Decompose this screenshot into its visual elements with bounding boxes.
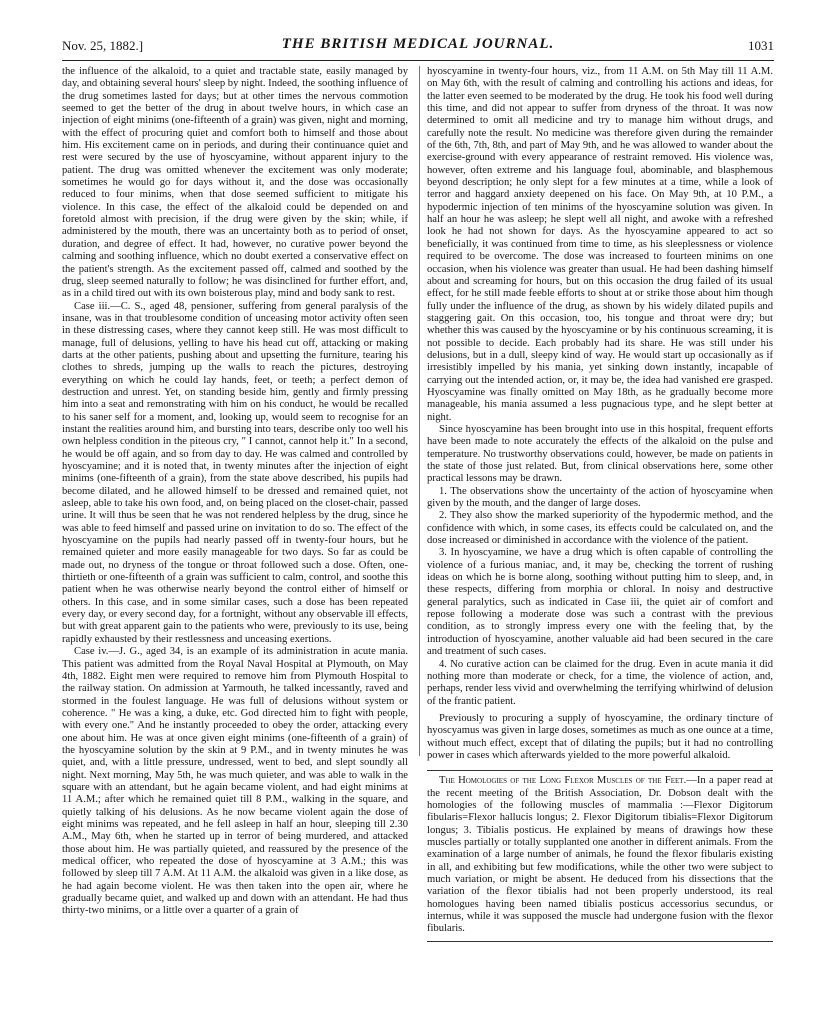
header-rule bbox=[62, 60, 774, 61]
case-iv-paragraph: Case iv.—J. G., aged 34, is an example of its administration in acute mania. This patient was admitted from the Royal Naval Hospital at Plymouth, on May 4th, 1882. Eight men were required to remove him from Plymouth Hospital to the railway station. On admission at Yarmouth, he talked incessantly, raved and stormed in the foulest language. He was full of delusions without system or coherence. " He was a king, a duke, etc. God directed him to fight with people, with every one." And he instantly proceeded to obey the order, attacking every one about him. He was at once given eight minims (one-fifteenth of a grain) of the hyoscyamine solution by the skin at 9 P.M., and in twenty minutes he was quiet, and, with a little pressure, undressed, went to bed, and slept soundly all night. Next morning, May 5th, he was much quieter, and was able to walk in the square with an attendant, but he again became violent, and had eight minims at 11 A.M.; after which he remained quiet till 8 P.M., walking in the square, and quietly talking of his delusions. As he now became violent again the dose of eight minims was repeated, and he fell asleep in half an hour, sleeping till 2.30 A.M., May 6th, when he started up in terror of being murdered, and attacked those about him. He was partially quieted, and reassured by the presence of the medical officer, who repeated the dose of hyoscyamine at 3 A.M.; this was followed by sleep till 7 A.M. At 11 A.M. the alkaloid was given in a like dose, as he had again become violent. He was then taken into the open air, where he gradually became quiet, and walked up and down with an attendant. He had thus thirty-two minims, or a little over a quarter of a grain of bbox=[62, 646, 408, 917]
case-iv-continuation: hyoscyamine in twenty-four hours, viz., from 11 A.M. on 5th May till 11 A.M. on May 6th, with the result of calming and controlling his actions and ideas, for the latter even seemed to be moderated by the drug. He took his food well during this time, and did not appear to suffer from dryness of the throat. It was now determined to omit all medicine and try to manage him without drugs, and carefully note the result. No medicine was therefore given during the remainder of the 6th, 7th, 8th, and part of May 9th, and he was allowed to wander about the exercise-ground with every appearance of restraint removed. His violence was, however, often extreme and his language foul, abominable, and blasphemous beyond description; he only slept for a few minutes at a time, while a look of terror and haggard anxiety deepened on his face. On May 9th, at 10 P.M., a hypodermic injection of ten minims of the hyoscyamine solution was given. In half an hour he was asleep; he slept well all night, and awoke with a refreshed look he had not shown for days. As the hyoscyamine appeared to act so beneficially, it was continued from time to time, as his sleeplessness or violence required to be overcome. The dose was increased to fourteen minims on one occasion, when his violence was greater than usual. He had been dashing himself about and screaming for hours, but on this occasion the drug failed of its usual effect, for he still made feeble efforts to shout at or strike those about him though fully under the influence of the drug, as shown by his widely dilated pupils and staggering gait. On this occasion, too, his tongue and throat were dry; but whether this was caused by the hyoscyamine or by his continuous screaming, it is not possible to decide. Each probably had its share. He was still under his delusions, but in a dull, sleepy kind of way. He would start up occasionally as if irresistibly impelled by his mania, yet sinking down instantly, incapable of carrying out the intended action, or, it may be, the idea had vanished ere grasped. Hyoscyamine was finally omitted on May 18th, as he gradually become more manageable, his mania assumed a less pugnacious type, and he slept better at night. bbox=[427, 66, 773, 423]
homologies-notice bbox=[427, 770, 773, 941]
page-number: 1031 bbox=[748, 38, 774, 53]
issue-date: Nov. 25, 1882.] bbox=[62, 38, 144, 53]
lesson-2: 2. They also show the marked superiority of the hypodermic method, and the confidence with which, in some cases, its effects could be calculated on, and the dose increased or diminished in accordance with the violence of the patient. bbox=[427, 510, 773, 547]
lesson-3: 3. In hyoscyamine, we have a drug which is often capable of controlling the violence of a furious maniac, and, it may be, checking the torrent of rushing ideas on which he is borne along, soothing without putting him to sleep, and, in these respects, differing from morphia or chloral. In noisy and destructive general paralytics, such as indicated in Case iii, the quiet air of comfort and repose following a moderate dose was such a contrast with the previous condition, as to strongly impress every one with the feeling that, by the introduction of hyoscyamine, another valuable aid had been secured in the care and treatment of such cases. bbox=[427, 547, 773, 658]
notice-body: —In a paper read at the recent meeting of the British Association, Dr. Dobson dealt with the homologies of the following muscles of mammalia :—Flexor Digitorum fibularis=Flexor hallucis longus; 2. Flexor Digitorum tibialis=Flexor Digitorum longus; 3. Tibialis posticus. He explained by means of drawings how these muscles partially or totally supplanted one another in different animals. From the examination of a large number of animals, he found the flexor fibularis existing in all, and exhibiting but few modifications, while the other two were subject to much variation, or might be absent. He deduced from his dissections that the variation of the flexor tibialis had not been properly understood, its real homologues having been named tibialis posticus accessorius secundus, or internus, while it was supposed the muscle had undergone fusion with the flexor fibularis. bbox=[427, 775, 773, 935]
notice-heading: The Homologies of the Long Flexor Muscles of the Feet. bbox=[439, 775, 687, 787]
case-ii-continuation: the influence of the alkaloid, to a quiet and tractable state, easily managed by day, and obtaining several hours' sleep by night. Indeed, the soothing influence of the drug sometimes lasted for days; but at other times the nervous commotion seemed to get the better of the drug in about twelve hours, in which case an injection of eight minims (one-fifteenth of a grain) was given, night and morning, with the effect of procuring quiet and comfort both to himself and those about him. His excitement came on in periods, and during their continuance quiet and rest were secured by the use of hyoscyamine, without apparent injury to the patient. The drug was omitted whenever the excitement was only moderate; sometimes he would go for days without it, and the dose was occasionally reduced to four minims, when that dose seemed sufficient to mitigate his violence. In this case, the effect of the alkaloid could be depended on and foretold almost with precision, if the drug were given by the skin; while, if administered by the mouth, there was an uncertainty both as to period of onset, duration, and degree of effect. It had, however, no curative power beyond the calming and soothing influence, which no doubt exerted a conservative effect on the patient's strength. As the excitement passed off, calmed and soothed by the drug, sleep seemed naturally to follow; he was disinclined for further effort, and, as in a child tired out with its own boisterous play, mind and body sank to rest. bbox=[62, 66, 408, 300]
left-column bbox=[62, 66, 408, 918]
journal-title: THE BRITISH MEDICAL JOURNAL. bbox=[281, 36, 555, 52]
right-column bbox=[427, 66, 773, 950]
lesson-1: 1. The observations show the uncertainty of the action of hyoscyamine when given by the mouth, and the danger of large doses. bbox=[427, 485, 773, 510]
lesson-4: 4. No curative action can be claimed for the drug. Even in acute mania it did nothing more than moderate or check, for a time, the violence of action, and, perhaps, render less vivid and overwhelming the terrifying whirlwind of delusion of the frantic patient. bbox=[427, 658, 773, 707]
column-divider bbox=[419, 66, 420, 756]
previous-tincture-paragraph: Previously to procuring a supply of hyoscyamine, the ordinary tincture of hyoscyamus was given in large doses, sometimes as much as one ounce at a time, without much effect, except that of dilating the pupils; but it had no controlling power in cases which afterwards yielded to the more powerful alkaloid. bbox=[427, 712, 773, 761]
case-iii-paragraph: Case iii.—C. S., aged 48, pensioner, suffering from general paralysis of the insane, was in that troublesome condition of unceasing motor activity often seen in these distressing cases, where they cannot keep still. He was most difficult to manage, full of delusions, yelling to have his head cut off, attacking or making darts at the other patients, pushing about and upsetting the furniture, tearing his clothes to shreds, jumping up the walls to reach the pictures, destroying everything on which he could lay hands, feet, or teeth; a perfect demon of destruction and unrest. Yet, on standing beside him, gently and firmly pressing him into a seat and remonstrating with him on his conduct, he would be recalled to his saner self for a moment, and, looking up, would seem to recognise for an instant the realities around him, and bursting into tears, describe only too well his own helpless condition in the piteous cry, " I cannot, cannot help it." In a second, he would be off again, and so from day to day. He was calmed and controlled by hyoscyamine; and it is noted that, in twenty minutes after the injection of eight minims (one-fifteenth of a grain), from the state above described, his pupils had become dilated, and he allowed himself to be dressed and remained quiet, not asleep, able to take his own food, and, on being placed on the closet-chair, passed urine. It will thus be seen that he was not rendered helpless by the drug, since he was able to feed himself and passed urine on invitation to do so. The effect of the hyoscyamine on the pupils had nearly passed off in twenty-four hours, but he remained quieter and more easily manageable for two days. So far as could be made out, no dryness of the tongue or throat followed such a dose. Often, one-thirtieth or one-fifteenth of a grain was sufficient to calm, control, and soothe this patient when he was otherwise nearly beyond the control either of himself or others. In this case, and in some similar cases, such a dose has been repeated every day, or every second day, for a fortnight, without any observable ill effects, but with great apparent gain to the patients who were, previously to its use, being rapidly exhausted by their restlessness and unceasing exertions. bbox=[62, 300, 408, 645]
observations-paragraph: Since hyoscyamine has been brought into use in this hospital, frequent efforts have been made to note accurately the effects of the alkaloid on the pulse and temperature. No trustworthy observations could, however, be made on patients in the state of those just related. But, from clinical observations here, some other practical lessons may be drawn. bbox=[427, 423, 773, 485]
page-header bbox=[62, 36, 774, 56]
